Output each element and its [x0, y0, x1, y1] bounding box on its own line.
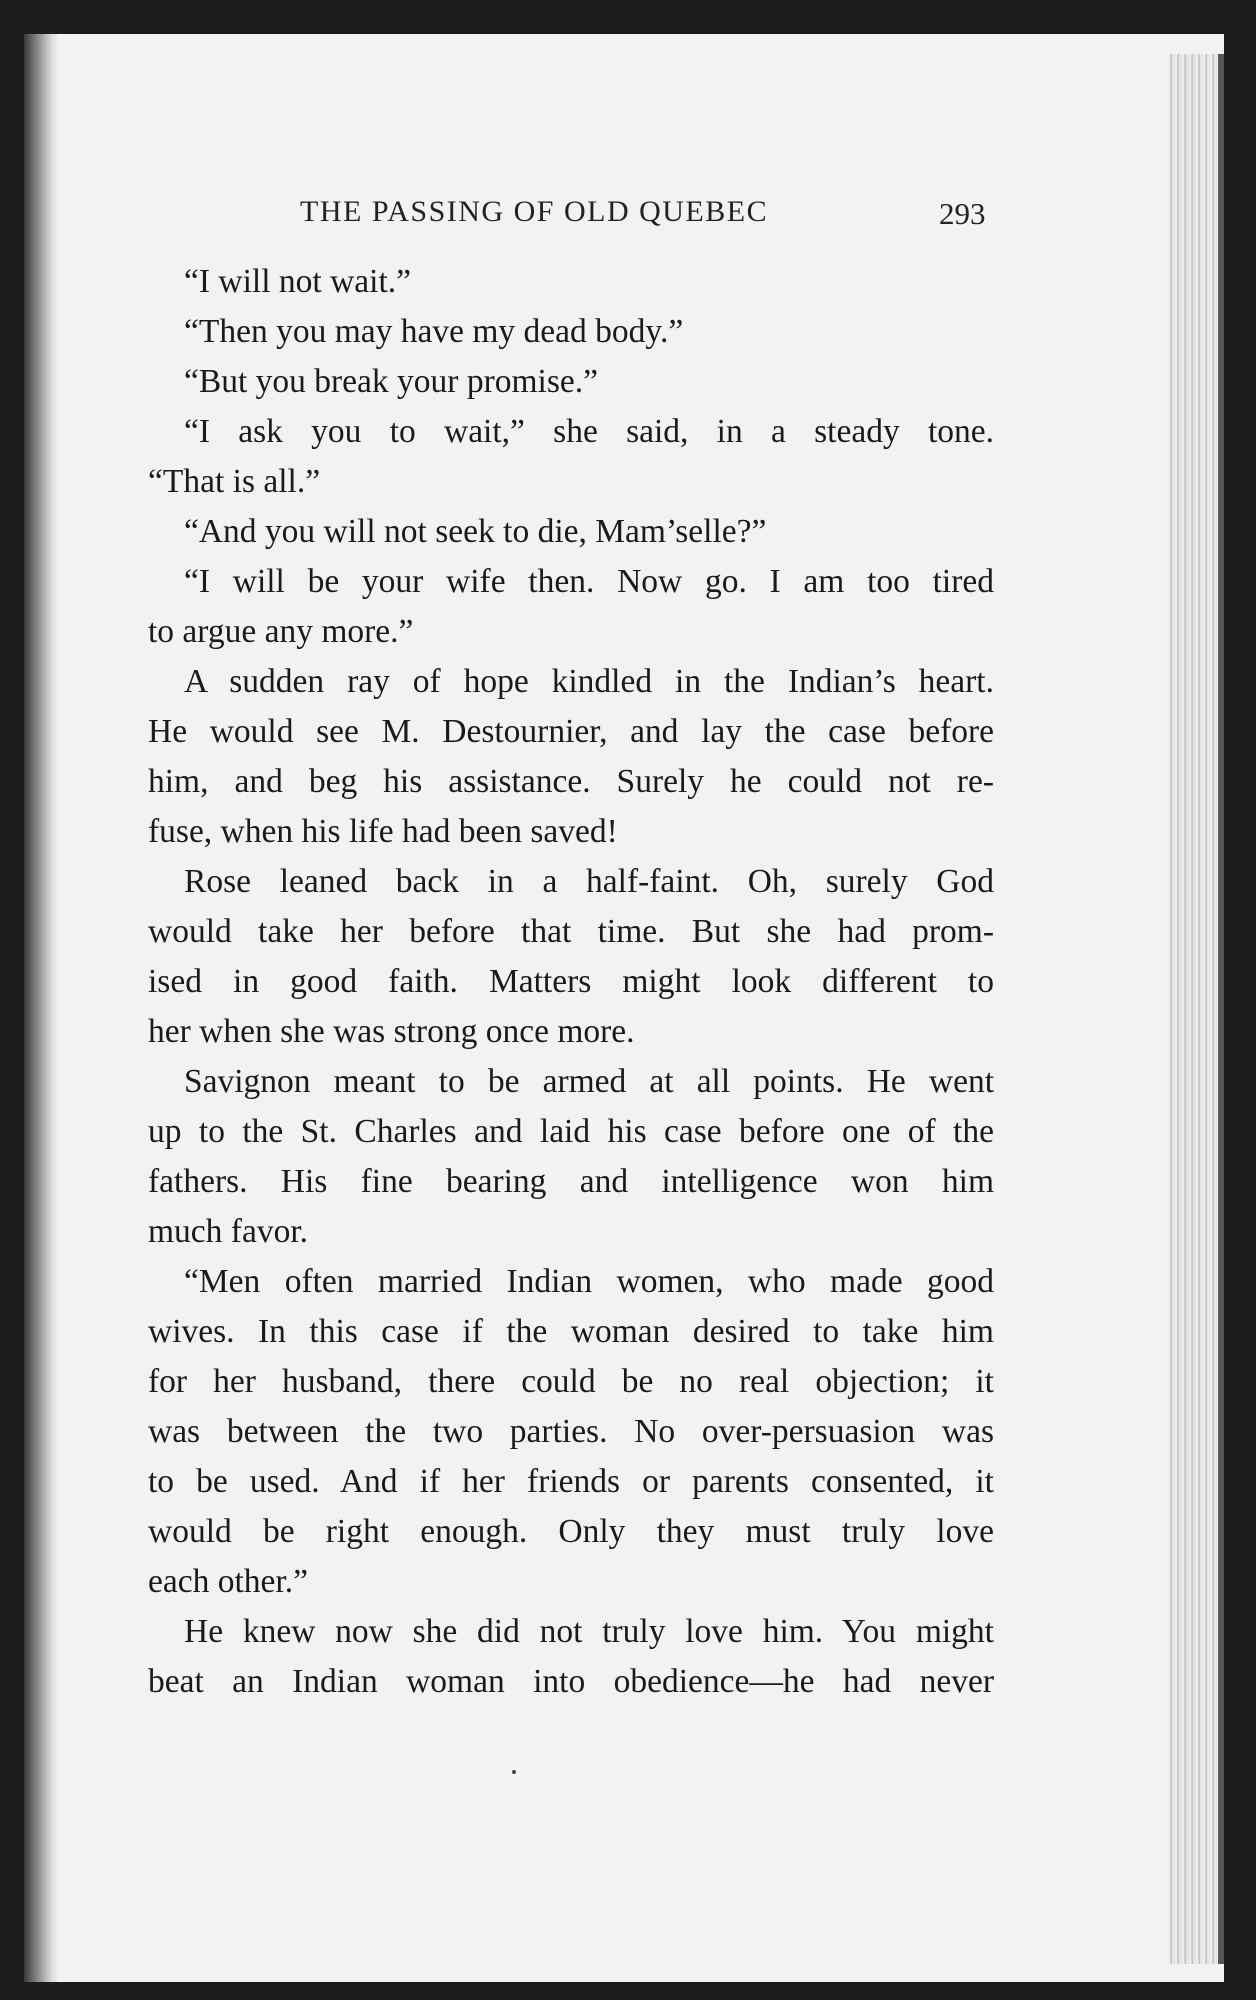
text-line: her when she was strong once more.: [148, 1013, 635, 1050]
text-line: “That is all.”: [148, 463, 321, 500]
page-number: 293: [939, 196, 986, 231]
text-line: up to the St. Charles and laid his case before one of the: [148, 1113, 994, 1150]
running-head: THE PASSING OF OLD QUEBEC: [300, 195, 769, 228]
text-line: ised in good faith. Matters might look different to: [148, 963, 994, 1000]
text-line: much favor.: [148, 1213, 309, 1250]
text-line: He knew now she did not truly love him. You might: [184, 1613, 994, 1650]
page-edges: [1168, 54, 1224, 1964]
text-line: “Then you may have my dead body.”: [184, 313, 684, 350]
text-line: “Men often married Indian women, who made good: [184, 1263, 994, 1300]
text-line: fathers. His fine bearing and intelligence won him: [148, 1163, 994, 1200]
text-line: “But you break your promise.”: [184, 363, 598, 400]
text-line: Savignon meant to be armed at all points. He went: [184, 1063, 994, 1100]
text-line: fuse, when his life had been saved!: [148, 813, 618, 850]
page-edge-shadow: [1218, 54, 1224, 1964]
text-line: each other.”: [148, 1563, 308, 1600]
text-line: would be right enough. Only they must truly love: [148, 1513, 994, 1550]
text-line: beat an Indian woman into obedience—he had never: [148, 1663, 994, 1700]
text-line: for her husband, there could be no real objection; it: [148, 1363, 994, 1400]
text-line: to argue any more.”: [148, 613, 414, 650]
text-line: “And you will not seek to die, Mam’selle?”: [184, 513, 767, 550]
text-line: “I ask you to wait,” she said, in a steady tone.: [184, 413, 994, 450]
text-line: Rose leaned back in a half-faint. Oh, surely God: [184, 863, 994, 900]
text-line: A sudden ray of hope kindled in the Indian’s heart.: [184, 663, 994, 700]
text-line: would take her before that time. But she had prom-: [148, 913, 994, 950]
text-line: was between the two parties. No over-persuasion was: [148, 1413, 994, 1450]
text-line: him, and beg his assistance. Surely he could not re-: [148, 763, 994, 800]
dust-speck: [512, 1770, 516, 1774]
text-line: He would see M. Destournier, and lay the case before: [148, 713, 994, 750]
text-line: “I will not wait.”: [184, 263, 411, 300]
text-line: wives. In this case if the woman desired to take him: [148, 1313, 994, 1350]
text-line: to be used. And if her friends or parents consented, it: [148, 1463, 994, 1500]
text-line: “I will be your wife then. Now go. I am too tired: [184, 563, 994, 600]
binding-shadow: [24, 34, 58, 1982]
